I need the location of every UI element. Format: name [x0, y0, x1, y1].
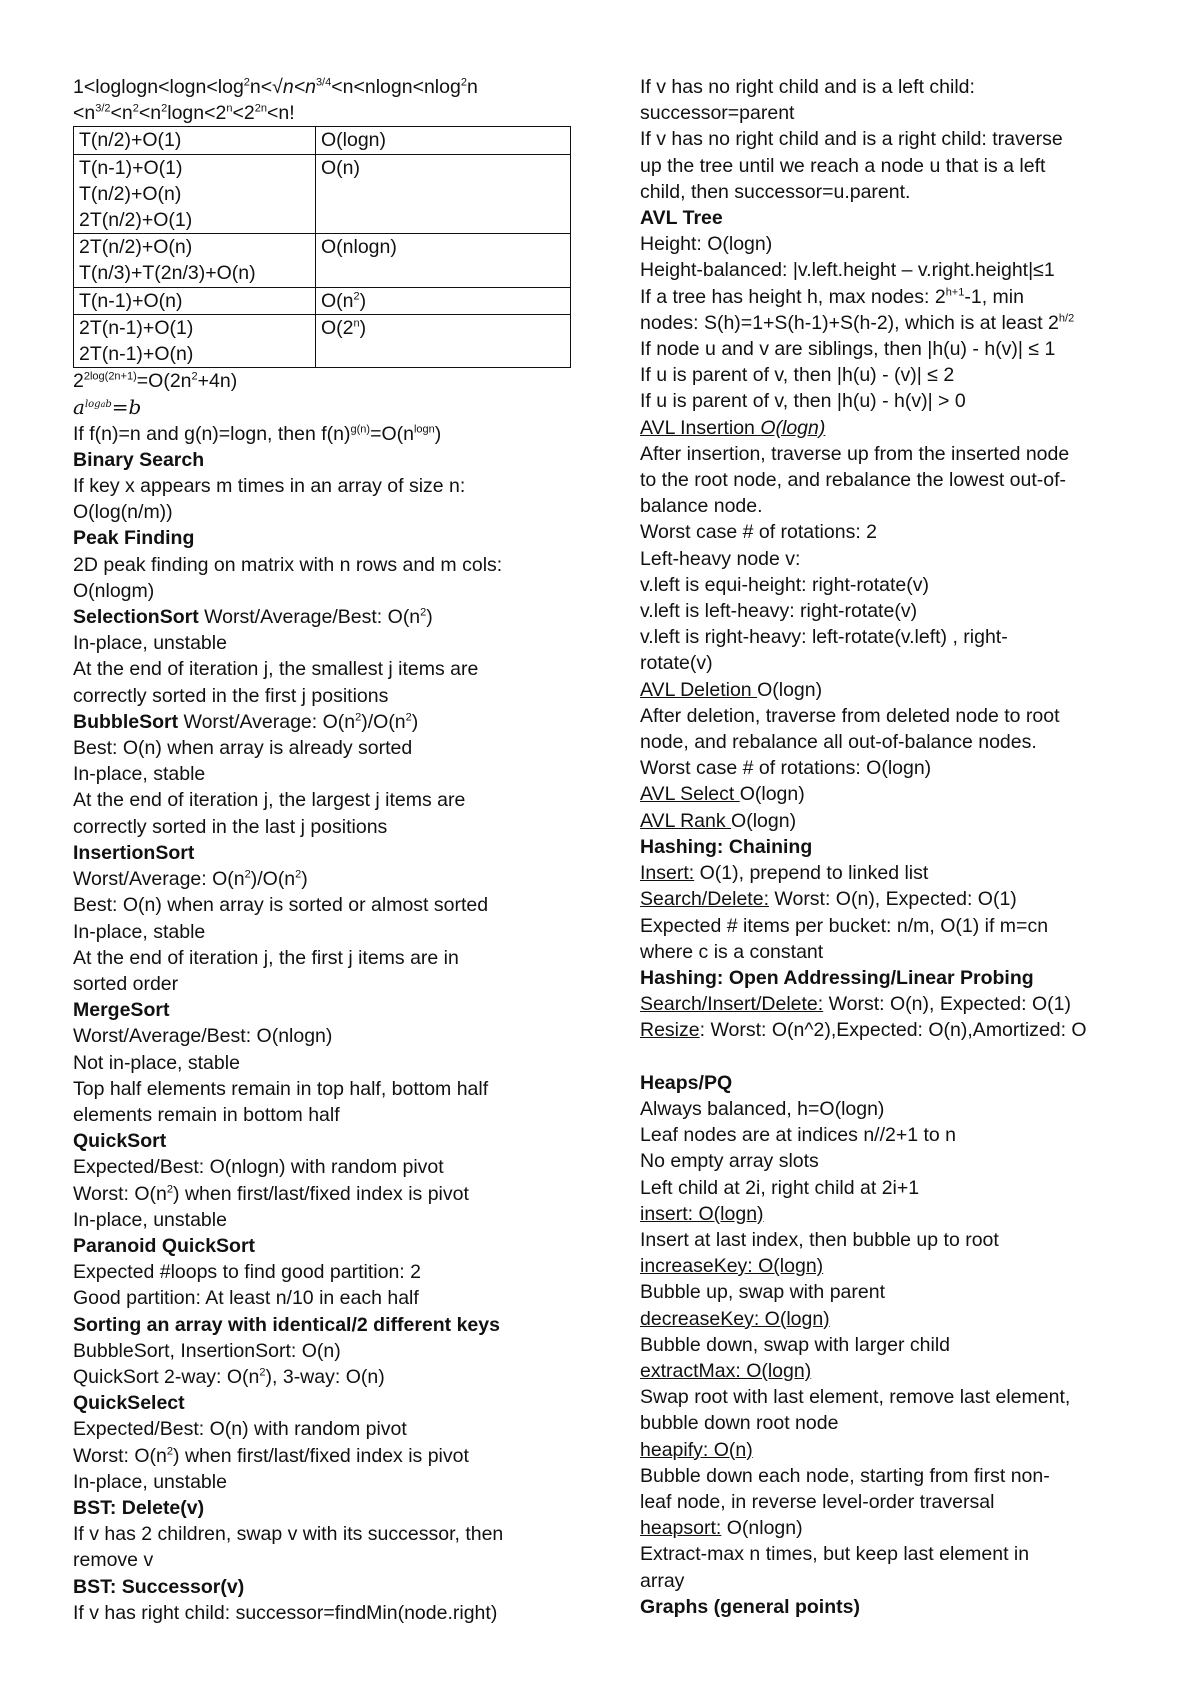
text-line: In-place, unstable — [73, 632, 227, 655]
text-line: up the tree until we reach a node u that is a left — [640, 154, 1046, 177]
section-heading: Graphs (general points) — [640, 1595, 860, 1618]
text-line: Always balanced, h=O(logn) — [640, 1097, 885, 1120]
text-line: Bubble down, swap with larger child — [640, 1333, 951, 1356]
text-line: Worst: $O(n^2)$ when first/last/fixed index is pivot — [73, 1444, 469, 1467]
text-line: If key x appears m times in an array of size n: — [73, 475, 466, 498]
text-line: If v has no right child and is a right child: traverse — [640, 128, 1063, 151]
complexity-order-line-1: $1<loglogn<\log n<\log^2n<√n<n^{3/4}<n<nlogn<nlog^2n$ — [73, 76, 478, 98]
section-heading: Binary Search — [73, 448, 205, 471]
section-heading: QuickSort — [73, 1130, 167, 1153]
text-line: Leaf nodes are at indices n//2+1 to n — [640, 1124, 957, 1147]
table-cell: $O(n^2)$ — [316, 287, 571, 314]
text-line: QuickSort 2-way: $O(n^2)$, 3-way: O(n) — [73, 1365, 385, 1388]
text-line: Worst/Average/Best: O(nlogn) — [73, 1025, 333, 1048]
table-row — [74, 314, 571, 367]
text-line: Best: O(n) when array is sorted or almost sorted — [73, 894, 489, 917]
section-heading: QuickSelect — [73, 1392, 185, 1415]
text-line: If v has right child: successor=findMin(node.right) — [73, 1601, 498, 1624]
text-line: BubbleSort, InsertionSort: O(n) — [73, 1339, 341, 1362]
text-line: If a tree has height h, max nodes: $2^{h+1}-1$, min — [640, 285, 1024, 308]
text-line: In-place, stable — [73, 920, 206, 943]
right-column — [640, 74, 1140, 1620]
text-line: remove v — [73, 1549, 154, 1572]
section-heading: Heaps/PQ — [640, 1071, 733, 1094]
subsection-heading: AVL Deletion O(logn) — [640, 678, 823, 701]
text-line: sorted order — [73, 972, 179, 995]
text-line: O(nlogm) — [73, 579, 155, 602]
text-line: rotate(v) — [640, 652, 713, 675]
table-cell: O(n) — [316, 154, 571, 234]
section-heading: BubbleSort Worst/Average: $O(n^2)/O(n^2)$ — [73, 710, 419, 733]
text-line: No empty array slots — [640, 1150, 819, 1173]
section-heading: Sorting an array with identical/2 different keys — [73, 1313, 500, 1336]
table-cell: 2T(n/2)+O(n) T(n/3)+T(2n/3)+O(n) — [74, 234, 316, 287]
text-line: v.left is right-heavy: left-rotate(v.left) , right- — [640, 626, 1008, 649]
text-line: Expected/Best: O(nlogn) with random pivot — [73, 1156, 444, 1179]
text-line: Expected/Best: O(n) with random pivot — [73, 1418, 407, 1441]
text-line: node, and rebalance all out-of-balance nodes. — [640, 731, 1037, 754]
text-line: Expected # items per bucket: n/m, O(1) if m=cn — [640, 914, 1049, 937]
text-line: Best: O(n) when array is already sorted — [73, 737, 413, 760]
text-line: At the end of iteration j, the first j items are in — [73, 946, 459, 969]
section-heading: Paranoid QuickSort — [73, 1234, 256, 1257]
complexity-order-line-2: $<n^{3/2}<n^2<n^2\log n<2^n<2^{2n}<n$! — [73, 102, 295, 125]
subsection-heading: increaseKey: O(logn) — [640, 1255, 824, 1278]
text-line: In-place, stable — [73, 763, 206, 786]
text-line: After deletion, traverse from deleted node to root — [640, 704, 1060, 727]
text-line: If node u and v are siblings, then |h(u) - h(v)| ≤ 1 — [640, 338, 1056, 361]
text-line: If u is parent of v, then |h(u) - h(v)| > 0 — [640, 390, 966, 413]
section-heading: AVL Tree — [640, 207, 723, 230]
text-line: leaf node, in reverse level-order traversal — [640, 1490, 995, 1513]
text-line: If v has 2 children, swap v with its successor, then — [73, 1523, 504, 1546]
section-heading: MergeSort — [73, 999, 170, 1022]
subsection-heading: AVL Select O(logn) — [640, 783, 805, 806]
text-line: After insertion, traverse up from the inserted node — [640, 442, 1070, 465]
table-row — [74, 154, 571, 234]
table-row — [74, 127, 571, 154]
subsection-heading: extractMax: O(logn) — [640, 1359, 812, 1382]
text-line: Bubble up, swap with parent — [640, 1281, 885, 1304]
text-line: successor=parent — [640, 102, 795, 125]
text-line: Left-heavy node v: — [640, 547, 801, 570]
text-line: to the root node, and rebalance the lowest out-of- — [640, 469, 1067, 492]
log-identity: $a^{logab}=b$ — [73, 395, 142, 420]
text-line: Good partition: At least n/10 in each half — [73, 1287, 419, 1310]
subsection-heading: heapsort: O(nlogn) — [640, 1517, 803, 1540]
section-heading: BST: Delete(v) — [73, 1496, 205, 1519]
text-line: If u is parent of v, then |h(u) - (v)| ≤ 2 — [640, 364, 955, 387]
text-line: Expected #loops to find good partition: 2 — [73, 1261, 421, 1284]
text-line: Insert at last index, then bubble up to root — [640, 1228, 999, 1251]
text-line: where c is a constant — [640, 940, 824, 963]
text-line: Left child at 2i, right child at 2i+1 — [640, 1176, 920, 1199]
section-heading: Hashing: Open Addressing/Linear Probing — [640, 966, 1034, 989]
text-line: In-place, unstable — [73, 1208, 227, 1231]
text-line: correctly sorted in the last j positions — [73, 815, 388, 838]
text-line: Worst: $O(n^2)$ when first/last/fixed index is pivot — [73, 1182, 469, 1205]
subsection-heading: decreaseKey: O(logn) — [640, 1307, 830, 1330]
text-line: balance node. — [640, 495, 763, 518]
recurrence-table — [73, 126, 571, 368]
text-line: child, then successor=u.parent. — [640, 180, 911, 203]
table-cell: T(n/2)+O(1) — [74, 127, 316, 154]
left-column — [73, 74, 613, 1626]
text-line: Resize: Worst: O(n^2),Expected: O(n),Amortized: O — [640, 1019, 1087, 1042]
section-heading: InsertionSort — [73, 841, 195, 864]
fg-comparison: If f(n)=n and g(n)=logn, then $f(n)^{g(n)}=O(n^{logn})$ — [73, 422, 442, 445]
text-line: Search/Insert/Delete: Worst: O(n), Expected: O(1) — [640, 993, 1071, 1016]
text-line: Search/Delete: Worst: O(n), Expected: O(1) — [640, 888, 1017, 911]
text-line: bubble down root node — [640, 1412, 839, 1435]
table-cell: O(nlogn) — [316, 234, 571, 287]
text-line: array — [640, 1569, 685, 1592]
subsection-heading: heapify: O(n) — [640, 1438, 753, 1461]
text-line: Bubble down each node, starting from first non- — [640, 1464, 1050, 1487]
text-line: Insert: O(1), prepend to linked list — [640, 862, 929, 885]
text-line: Not in-place, stable — [73, 1051, 240, 1074]
text-line: Worst case # of rotations: O(logn) — [640, 757, 932, 780]
text-line: Extract-max n times, but keep last element in — [640, 1543, 1030, 1566]
text-line: Height: O(logn) — [640, 233, 773, 256]
section-heading: BST: Successor(v) — [73, 1575, 245, 1598]
text-line: Height-balanced: |v.left.height – v.right.height|≤1 — [640, 259, 1055, 282]
table-cell: T(n-1)+O(n) — [74, 287, 316, 314]
text-line: 2D peak finding on matrix with n rows and m cols: — [73, 553, 503, 576]
text-line: At the end of iteration j, the largest j items are — [73, 789, 466, 812]
table-cell: O(logn) — [316, 127, 571, 154]
text-line: Worst/Average: $O(n^2)/O(n^2)$ — [73, 868, 308, 891]
text-line: nodes: S(h)=1+S(h-1)+S(h-2), which is at least $2^{h/2}$ — [640, 311, 1075, 334]
spacer — [640, 1044, 1140, 1070]
table-row — [74, 234, 571, 287]
table-cell: T(n-1)+O(1) T(n/2)+O(n) 2T(n/2)+O(1) — [74, 154, 316, 234]
text-line: v.left is equi-height: right-rotate(v) — [640, 573, 930, 596]
table-row — [74, 287, 571, 314]
subsection-heading: insert: O(logn) — [640, 1202, 764, 1225]
text-line: In-place, unstable — [73, 1470, 227, 1493]
exponent-identity: $2^{2log(2n+1)}=O(2n^2+4n)$ — [73, 370, 238, 393]
section-heading: SelectionSort Worst/Average/Best: $O(n^2)$ — [73, 606, 433, 629]
section-heading: Peak Finding — [73, 527, 195, 550]
table-cell: O(2$^n$) — [316, 314, 571, 367]
text-line: elements remain in bottom half — [73, 1103, 340, 1126]
text-line: Top half elements remain in top half, bottom half — [73, 1077, 489, 1100]
text-line: If v has no right child and is a left child: — [640, 76, 975, 98]
section-heading: Hashing: Chaining — [640, 835, 813, 858]
text-line: Worst case # of rotations: 2 — [640, 521, 877, 544]
table-cell: 2T(n-1)+O(1) 2T(n-1)+O(n) — [74, 314, 316, 367]
text-line: Swap root with last element, remove last element, — [640, 1386, 1071, 1409]
text-line: v.left is left-heavy: right-rotate(v) — [640, 600, 918, 623]
text-line: O(log(n/m)) — [73, 501, 173, 524]
subsection-heading: AVL Rank O(logn) — [640, 809, 797, 832]
subsection-heading: AVL Insertion O(logn) — [640, 416, 826, 439]
text-line: correctly sorted in the first j positions — [73, 684, 389, 707]
text-line: At the end of iteration j, the smallest j items are — [73, 658, 479, 681]
